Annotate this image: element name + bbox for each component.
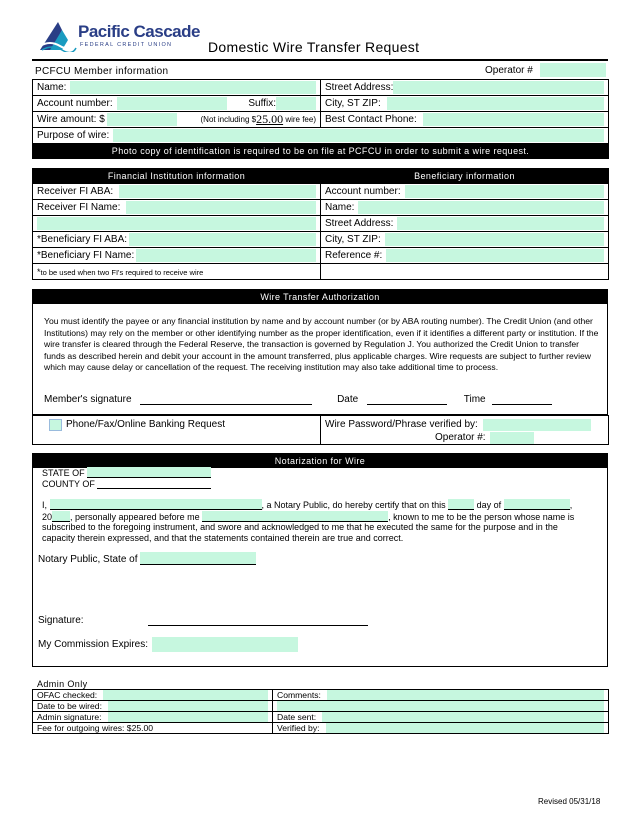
operator-label: Operator # <box>485 65 533 76</box>
receiver-name-cont-cell <box>33 216 321 232</box>
wire-amount-label: Wire amount: $ <box>37 114 105 125</box>
comments-cont-field[interactable] <box>277 701 604 711</box>
state-field[interactable] <box>87 467 211 478</box>
name-label: Name: <box>37 82 67 93</box>
receiver-aba-label: Receiver FI ABA: <box>37 186 114 197</box>
beneficiary-header: Beneficiary information <box>321 169 609 184</box>
id-notice: Photo copy of identification is required to be on file at PCFCU in order to submit a wire request. <box>33 144 609 159</box>
contact-cell <box>321 112 609 128</box>
ben-fi-aba-label: *Beneficiary FI ABA: <box>37 234 128 245</box>
phone-request-label: Phone/Fax/Online Banking Request <box>66 419 225 430</box>
notary-state-line <box>38 552 256 565</box>
notary-line1-day: day of <box>476 500 502 510</box>
notary-month-field[interactable] <box>504 499 570 510</box>
page-title: Domestic Wire Transfer Request <box>208 39 420 55</box>
logo-name: Pacific Cascade <box>78 22 200 41</box>
signature-line <box>44 394 604 405</box>
ben-name-field[interactable] <box>358 201 604 214</box>
empty-cell <box>321 264 609 280</box>
member-section-label: PCFCU Member information <box>35 66 169 77</box>
notary-day-field[interactable] <box>448 499 474 510</box>
date-label: Date <box>337 394 359 405</box>
notary-year-field[interactable] <box>52 511 70 522</box>
password-cell <box>321 416 609 445</box>
date-sent-field[interactable] <box>322 712 604 722</box>
footnote-star: * <box>37 266 41 277</box>
county-line <box>42 478 211 489</box>
notary-state-label: Notary Public, State of <box>38 554 138 565</box>
ben-fi-name-cell <box>33 248 321 264</box>
notarization-header: Notarization for Wire <box>33 454 607 468</box>
ben-account-label: Account number: <box>325 186 401 197</box>
request-table <box>32 415 609 445</box>
time-label: Time <box>463 394 486 405</box>
ofac-cell <box>33 690 273 701</box>
commission-label: My Commission Expires: <box>38 639 149 650</box>
admin-label: Admin Only <box>37 679 88 689</box>
footnote-cell <box>33 264 321 280</box>
wire-fee-note-post: wire fee) <box>283 115 316 124</box>
city-cell <box>321 96 609 112</box>
member-signature-field[interactable] <box>140 404 312 405</box>
commission-field[interactable] <box>152 637 298 652</box>
footnote-text: to be used when two FI's required to receive wire <box>40 267 204 277</box>
purpose-field[interactable] <box>113 129 604 142</box>
revised-date: Revised 05/31/18 <box>538 797 601 806</box>
admin-table <box>32 689 609 734</box>
suffix-field[interactable] <box>276 97 316 110</box>
notary-state-field[interactable] <box>140 552 256 565</box>
ben-street-cell <box>321 216 609 232</box>
contact-label: Best Contact Phone: <box>325 114 417 125</box>
ben-fi-name-field[interactable] <box>136 249 316 262</box>
purpose-cell <box>33 128 609 144</box>
receiver-name-field[interactable] <box>126 201 316 214</box>
ben-fi-aba-cell <box>33 232 321 248</box>
street-label: Street Address: <box>325 82 394 93</box>
date-wired-label: Date to be wired: <box>37 701 102 711</box>
notary-signature-line <box>38 614 368 626</box>
notary-line1-mid: , a Notary Public, do hereby certify that on this <box>261 500 446 510</box>
password-verified-field[interactable] <box>483 419 591 431</box>
authorization-text: You must identify the payee or any financial institution by name and by account number (or by ABA routing number). The Credit Union (and other Institutions) may rely on the member or other identifying number as the proper identification, even if it identifies a different party or institution. If the wire transfer is cleared through the Federal Reserve, the transaction is governed by Regulation J. You authorized the Credit Union to transfer funds as described herein and debit your account in the amount transferred, plus applicable charges. Wire requests are subject to further review which may cause delay or cancellation of the request. The receiving institution may also take additional time to process. <box>44 316 599 373</box>
ben-street-field[interactable] <box>397 217 604 230</box>
notary-line-4: capacity therein expressed, and that the statements contained therein are true and correct. <box>42 533 404 543</box>
commission-line <box>38 637 298 652</box>
reference-label: Reference #: <box>325 250 383 261</box>
wire-amount-field[interactable] <box>107 113 177 126</box>
county-field[interactable] <box>97 478 211 489</box>
fi-header: Financial Institution information <box>33 169 321 184</box>
ben-fi-aba-field[interactable] <box>129 233 316 246</box>
city-field[interactable] <box>387 97 604 110</box>
receiver-name-label: Receiver FI Name: <box>37 202 121 213</box>
account-cell <box>33 96 321 112</box>
date-field[interactable] <box>367 404 447 405</box>
password-operator-field[interactable] <box>490 432 534 444</box>
fee-label: Fee for outgoing wires: $25.00 <box>37 723 154 733</box>
ben-city-field[interactable] <box>385 233 604 246</box>
contact-field[interactable] <box>423 113 604 126</box>
state-line <box>42 467 211 478</box>
notary-line1-end: , <box>569 500 573 510</box>
date-sent-label: Date sent: <box>277 712 317 722</box>
wire-amount-cell <box>33 112 321 128</box>
ben-account-cell <box>321 184 609 200</box>
notary-line2-end: , known to me to be the person whose name is <box>388 512 575 522</box>
institution-table <box>32 168 609 280</box>
receiver-aba-cell <box>33 184 321 200</box>
county-label: COUNTY OF <box>42 479 95 489</box>
ben-name-label: Name: <box>325 202 355 213</box>
member-info-table <box>32 79 609 159</box>
admin-sig-cell <box>33 712 273 723</box>
fee-cell <box>33 723 273 734</box>
city-label: City, ST ZIP: <box>325 98 381 109</box>
ben-city-label: City, ST ZIP: <box>325 234 381 245</box>
street-field[interactable] <box>393 81 604 94</box>
receiver-name-cont-field[interactable] <box>37 217 316 230</box>
time-field[interactable] <box>492 404 552 405</box>
verified-cell <box>273 723 609 734</box>
date-wired-cell <box>33 701 273 712</box>
notary-line1-start: I, <box>42 500 50 510</box>
notary-line-2 <box>42 511 574 522</box>
date-wired-field[interactable] <box>108 701 268 711</box>
notary-line2-mid: , personally appeared before me <box>70 512 200 522</box>
state-label: STATE OF <box>42 468 85 478</box>
date-sent-cell <box>273 712 609 723</box>
ben-account-field[interactable] <box>405 185 604 198</box>
title-divider <box>32 59 608 61</box>
account-label: Account number: <box>37 98 113 109</box>
password-operator-label: Operator #: <box>435 432 486 443</box>
notary-line2-start: 20 <box>42 512 53 522</box>
notary-line-1 <box>42 499 572 510</box>
verified-label: Verified by: <box>277 723 320 733</box>
ben-fi-name-label: *Beneficiary FI Name: <box>37 250 135 261</box>
ofac-label: OFAC checked: <box>37 690 98 700</box>
name-field[interactable] <box>70 81 316 94</box>
notary-signature-label: Signature: <box>38 615 84 626</box>
notary-signature-field[interactable] <box>148 614 368 626</box>
comments-label: Comments: <box>277 690 321 700</box>
logo-mark-icon <box>38 20 78 52</box>
purpose-label: Purpose of wire: <box>37 130 110 141</box>
ofac-field[interactable] <box>103 690 268 700</box>
account-field[interactable] <box>117 97 227 110</box>
operator-field[interactable] <box>540 63 606 77</box>
notary-person-field[interactable] <box>202 511 388 522</box>
admin-sig-label: Admin signature: <box>37 712 102 722</box>
reference-cell <box>321 248 609 264</box>
receiver-name-cell <box>33 200 321 216</box>
phone-request-checkbox[interactable] <box>49 419 62 431</box>
notary-name-field[interactable] <box>50 499 262 510</box>
name-cell <box>33 80 321 96</box>
notary-line-3: subscribed to the foregoing instrument, and swore and acknowledged to me that he executed the same for the purpose and in the <box>42 522 558 532</box>
password-label: Wire Password/Phrase verified by: <box>325 419 478 430</box>
admin-sig-field[interactable] <box>108 712 269 722</box>
wire-fee-note-pre: (Not including $ <box>200 115 257 124</box>
logo-subtitle: FEDERAL CREDIT UNION <box>80 42 173 48</box>
authorization-header: Wire Transfer Authorization <box>33 290 607 304</box>
wire-fee-amount: 25.00 <box>256 112 284 126</box>
comments-field[interactable] <box>327 690 604 700</box>
phone-request-cell <box>33 416 321 445</box>
street-cell <box>321 80 609 96</box>
member-signature-label: Member's signature <box>44 394 132 405</box>
receiver-aba-field[interactable] <box>119 185 316 198</box>
comments-cell <box>273 690 609 701</box>
reference-field[interactable] <box>386 249 604 262</box>
ben-city-cell <box>321 232 609 248</box>
comments-cont-cell <box>273 701 609 712</box>
ben-name-cell <box>321 200 609 216</box>
verified-field[interactable] <box>326 723 604 733</box>
suffix-label: Suffix: <box>248 98 276 109</box>
ben-street-label: Street Address: <box>325 218 394 229</box>
